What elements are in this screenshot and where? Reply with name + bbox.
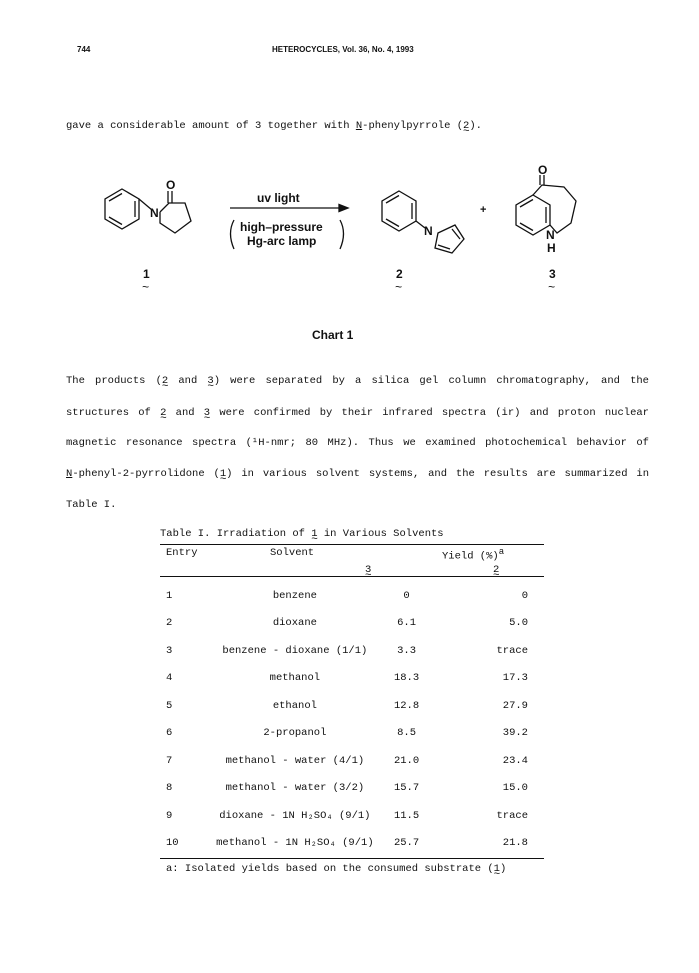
cell-entry: 2 bbox=[166, 617, 173, 630]
cell-yield-2: 15.0 bbox=[502, 782, 528, 795]
cell-yield-3: 25.7 bbox=[393, 837, 420, 850]
table-row bbox=[160, 747, 544, 775]
para-line-4: N-phenyl-2-pyrrolidone (1 ~) in various solvent systems, and the results are summarized in bbox=[66, 468, 649, 480]
cell-solvent: methanol - water (3/2) bbox=[225, 782, 365, 795]
cell-yield-3: 15.7 bbox=[393, 782, 420, 795]
intro-text-2: -phenylpyrrole bbox=[362, 120, 451, 132]
table-caption: Table I. Irradiation of 1 ~ in Various Solvents bbox=[160, 528, 444, 540]
cell-yield-3: 18.3 bbox=[393, 672, 420, 685]
compound-label-3: 3 bbox=[549, 267, 556, 281]
cell-yield-2: 21.8 bbox=[502, 837, 528, 850]
condition-uv: uv light bbox=[257, 191, 300, 205]
table-top-rule bbox=[160, 544, 544, 545]
compound-2-structure bbox=[382, 191, 464, 253]
cell-entry: 7 bbox=[166, 754, 173, 767]
cell-entry: 5 bbox=[166, 699, 173, 712]
atom-n-1: N bbox=[150, 206, 159, 220]
reaction-scheme bbox=[90, 165, 580, 305]
cell-entry: 9 bbox=[166, 809, 173, 822]
compound-ref: 2 ~ bbox=[463, 120, 469, 132]
results-table bbox=[160, 582, 544, 857]
tilde-1: ~ bbox=[142, 281, 150, 295]
journal-running-head: HETEROCYCLES, Vol. 36, No. 4, 1993 bbox=[272, 45, 414, 54]
condition-line-1: high–pressure bbox=[240, 220, 323, 234]
cell-solvent: dioxane - 1N H₂SO₄ (9/1) bbox=[219, 809, 371, 822]
cell-yield-2: 5.0 bbox=[509, 617, 528, 630]
cell-solvent: methanol bbox=[269, 672, 321, 685]
cell-entry: 4 bbox=[166, 672, 173, 685]
cell-entry: 3 bbox=[166, 644, 173, 657]
col-header-solvent: Solvent bbox=[270, 547, 315, 559]
cell-yield-2: 39.2 bbox=[502, 727, 528, 740]
sub-col-3: 3 ~ bbox=[365, 564, 371, 576]
cell-yield-2: trace bbox=[496, 809, 528, 822]
chart-caption: Chart 1 bbox=[312, 328, 354, 342]
cell-solvent: benzene - dioxane (1/1) bbox=[222, 644, 368, 657]
table-row bbox=[160, 582, 544, 610]
compound-3-structure bbox=[516, 175, 576, 235]
cell-yield-2: 0 bbox=[521, 589, 528, 602]
para-line-3: magnetic resonance spectra (¹H-nmr; 80 MHz). Thus we examined photochemical behavior of bbox=[66, 437, 649, 449]
page-number: 744 bbox=[77, 45, 91, 54]
compound-1-structure bbox=[105, 189, 191, 233]
atom-n-3: N bbox=[546, 228, 555, 242]
cell-solvent: 2-propanol bbox=[263, 727, 327, 740]
cell-yield-3: 6.1 bbox=[397, 617, 417, 630]
intro-text: gave a considerable amount of 3 together with bbox=[66, 120, 356, 132]
atom-o-1: O bbox=[166, 178, 176, 192]
cell-yield-3: 12.8 bbox=[393, 699, 420, 712]
cell-entry: 10 bbox=[166, 837, 179, 850]
cell-yield-3: 3.3 bbox=[397, 644, 417, 657]
table-row bbox=[160, 692, 544, 720]
table-row bbox=[160, 665, 544, 693]
table-header-rule bbox=[160, 576, 544, 577]
cell-solvent: ethanol bbox=[272, 699, 317, 712]
table-footnote: a: Isolated yields based on the consumed substrate (1 ~) bbox=[166, 863, 506, 875]
cell-entry: 6 bbox=[166, 727, 173, 740]
intro-end: . bbox=[475, 120, 482, 132]
table-row bbox=[160, 637, 544, 665]
cell-yield-3: 11.5 bbox=[393, 809, 420, 822]
compound-label-1: 1 bbox=[143, 267, 150, 281]
cell-solvent: methanol - 1N H₂SO₄ (9/1) bbox=[216, 837, 374, 850]
tilde-3: ~ bbox=[548, 281, 556, 295]
cell-yield-2: 23.4 bbox=[502, 754, 528, 767]
cell-solvent: benzene bbox=[272, 589, 317, 602]
cell-yield-3: 21.0 bbox=[393, 754, 420, 767]
condition-line-2: Hg-arc lamp bbox=[247, 234, 317, 248]
cell-solvent: dioxane bbox=[272, 617, 317, 630]
table-row bbox=[160, 802, 544, 830]
cell-yield-2: 17.3 bbox=[502, 672, 528, 685]
sub-col-2: 2 ~ bbox=[493, 564, 499, 576]
table-bottom-rule bbox=[160, 858, 544, 859]
compound-label-2: 2 bbox=[396, 267, 403, 281]
cell-yield-2: trace bbox=[496, 644, 528, 657]
table-row bbox=[160, 830, 544, 858]
atom-n-2: N bbox=[424, 224, 433, 238]
para-line-1: The products (2 ~ and 3 ~) were separated by a silica gel column chromatography, and the bbox=[66, 375, 649, 387]
cell-yield-3: 8.5 bbox=[397, 727, 417, 740]
tilde-2: ~ bbox=[395, 281, 403, 295]
atom-o-3: O bbox=[538, 165, 548, 177]
para-line-2: structures of 2 ~ and 3 ~ were confirmed by their infrared spectra (ir) and proton nuclear bbox=[66, 407, 649, 419]
para-line-5: Table I. bbox=[66, 499, 117, 511]
col-header-entry: Entry bbox=[166, 547, 198, 559]
plus-sign: + bbox=[480, 204, 487, 216]
cell-yield-2: 27.9 bbox=[502, 699, 528, 712]
cell-solvent: methanol - water (4/1) bbox=[225, 754, 365, 767]
italic-n: N bbox=[355, 120, 363, 132]
atom-h-3: H bbox=[547, 241, 556, 255]
cell-entry: 1 bbox=[166, 589, 173, 602]
intro-line: gave a considerable amount of 3 together with N-phenylpyrrole (2 ~). bbox=[66, 120, 482, 132]
table-row bbox=[160, 775, 544, 803]
cell-entry: 8 bbox=[166, 782, 173, 795]
table-row bbox=[160, 610, 544, 638]
cell-yield-3: 0 bbox=[403, 589, 410, 602]
table-row bbox=[160, 720, 544, 748]
col-header-yield: Yield (%)$^a$ bbox=[442, 547, 505, 563]
